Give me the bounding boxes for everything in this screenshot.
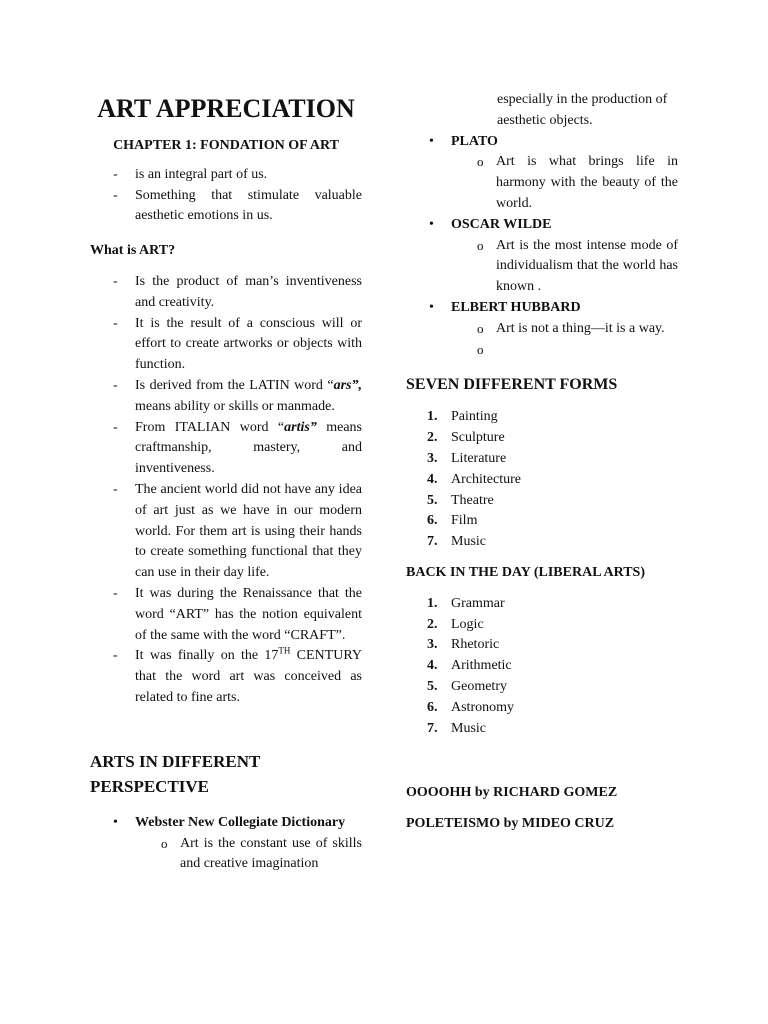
work-title-poleteismo: POLETEISMO by MIDEO CRUZ [406, 816, 615, 832]
text-segment: CENTURY that the word art was conceived as related to fine arts. [135, 648, 362, 705]
list-item: - Something that stimulate valuable aesthetic emotions in us. [135, 186, 362, 228]
list-item [427, 491, 678, 512]
item-number: 4. [427, 658, 438, 674]
bullet-item-plato [451, 132, 678, 215]
intro-list [90, 165, 362, 227]
bullet-label: • OSCAR WILDE [451, 216, 552, 232]
right-column [406, 90, 678, 835]
bullet-label: • Webster New Collegiate Dictionary [135, 814, 346, 830]
item-text: Film [451, 513, 478, 529]
item-number: 4. [427, 471, 438, 487]
superscript: TH [278, 645, 291, 656]
sub-list-item-empty [496, 340, 678, 361]
item-number: 3. [427, 450, 438, 466]
item-number: 5. [427, 678, 438, 694]
item-text: Astronomy [451, 699, 514, 715]
what-is-art-heading: What is ART? [90, 243, 176, 259]
seven-forms-heading: SEVEN DIFFERENT FORMS [406, 376, 618, 394]
text-segment: From ITALIAN word “ [135, 419, 285, 435]
item-text: Theatre [451, 492, 494, 508]
item-number: 1. [427, 595, 438, 611]
list-item [427, 677, 678, 698]
bullet-label: • PLATO [451, 133, 498, 149]
latin-term: ars”, [333, 377, 362, 393]
sub-list-item: o Art is what brings life in harmony with the beauty of the world. [496, 152, 678, 214]
what-is-art-list [90, 272, 362, 709]
perspective-list-right [406, 132, 678, 361]
item-text: Sculpture [451, 430, 505, 446]
text-segment: means ability or skills or manmade. [135, 398, 335, 414]
left-column [90, 90, 362, 875]
list-item [427, 449, 678, 470]
list-item [427, 615, 678, 636]
item-text: Literature [451, 450, 507, 466]
sub-list-item: o Art is not a thing—it is a way. [496, 319, 678, 340]
list-item [427, 656, 678, 677]
sub-list [451, 236, 678, 298]
work-title-oooohh: OOOOHH by RICHARD GOMEZ [406, 785, 618, 801]
liberal-arts-heading: BACK IN THE DAY (LIBERAL ARTS) [406, 564, 645, 580]
list-item [427, 698, 678, 719]
liberal-arts-list [406, 594, 678, 740]
item-text: Geometry [451, 678, 507, 694]
italian-term: artis” [284, 419, 317, 435]
sub-list [135, 834, 362, 876]
continued-sub-list [406, 90, 678, 132]
item-number: 5. [427, 492, 438, 508]
item-text: Grammar [451, 595, 505, 611]
list-item [427, 470, 678, 491]
list-item [427, 719, 678, 740]
list-item: - Is the product of man’s inventiveness and creativity. [135, 272, 362, 314]
item-text: Painting [451, 409, 498, 425]
list-item [135, 646, 362, 708]
item-text: Arithmetic [451, 658, 512, 674]
sub-list-item: o Art is the constant use of skills and creative imagination [180, 834, 362, 876]
item-number: 7. [427, 720, 438, 736]
list-item [427, 428, 678, 449]
sub-list-item: o Art is the most intense mode of individualism that the world has known . [496, 236, 678, 298]
list-item: - is an integral part of us. [135, 165, 362, 186]
list-item: - It was during the Renaissance that the word “ART” has the notion equivalent of the same with the word “CRAFT”. [135, 584, 362, 646]
list-item [427, 511, 678, 532]
list-item [427, 594, 678, 615]
list-item [427, 532, 678, 553]
item-number: 1. [427, 409, 438, 425]
item-number: 7. [427, 534, 438, 550]
list-item [427, 635, 678, 656]
item-number: 6. [427, 513, 438, 529]
sub-list-item-continued: especially in the production of aesthetic objects. [497, 92, 668, 128]
item-text: Architecture [451, 471, 521, 487]
item-text: Music [451, 720, 486, 736]
perspective-heading: ARTS IN DIFFERENT PERSPECTIVE [90, 751, 261, 796]
list-item [135, 376, 362, 418]
item-text: Logic [451, 616, 484, 632]
item-number: 2. [427, 616, 438, 632]
text-segment: means craftmanship, mastery, and inventiveness. [135, 419, 363, 477]
list-item [427, 407, 678, 428]
item-text: Music [451, 534, 486, 550]
text-segment: It was finally on the 17 [135, 648, 279, 664]
bullet-label: • ELBERT HUBBARD [451, 299, 581, 315]
bullet-item-wilde [451, 215, 678, 298]
text-segment: Is derived from the LATIN word “ [135, 377, 334, 393]
item-number: 2. [427, 430, 438, 446]
bullet-item-hubbard [451, 298, 678, 360]
chapter-heading: CHAPTER 1: FONDATION OF ART [113, 138, 339, 153]
perspective-list-left [90, 813, 362, 875]
bullet-item-webster [135, 813, 362, 875]
item-number: 6. [427, 699, 438, 715]
page-title: ART APPRECIATION [97, 94, 355, 123]
item-text: Rhetoric [451, 637, 500, 653]
seven-forms-list [406, 407, 678, 553]
item-number: 3. [427, 637, 438, 653]
list-item [135, 418, 362, 480]
sub-list [451, 319, 678, 361]
list-item: - The ancient world did not have any idea of art just as we have in our modern world. For them art is using their hands to create something functional that they can use in their day life. [135, 480, 362, 584]
sub-list [451, 152, 678, 214]
list-item: - It is the result of a conscious will or effort to create artworks or objects with function. [135, 314, 362, 376]
